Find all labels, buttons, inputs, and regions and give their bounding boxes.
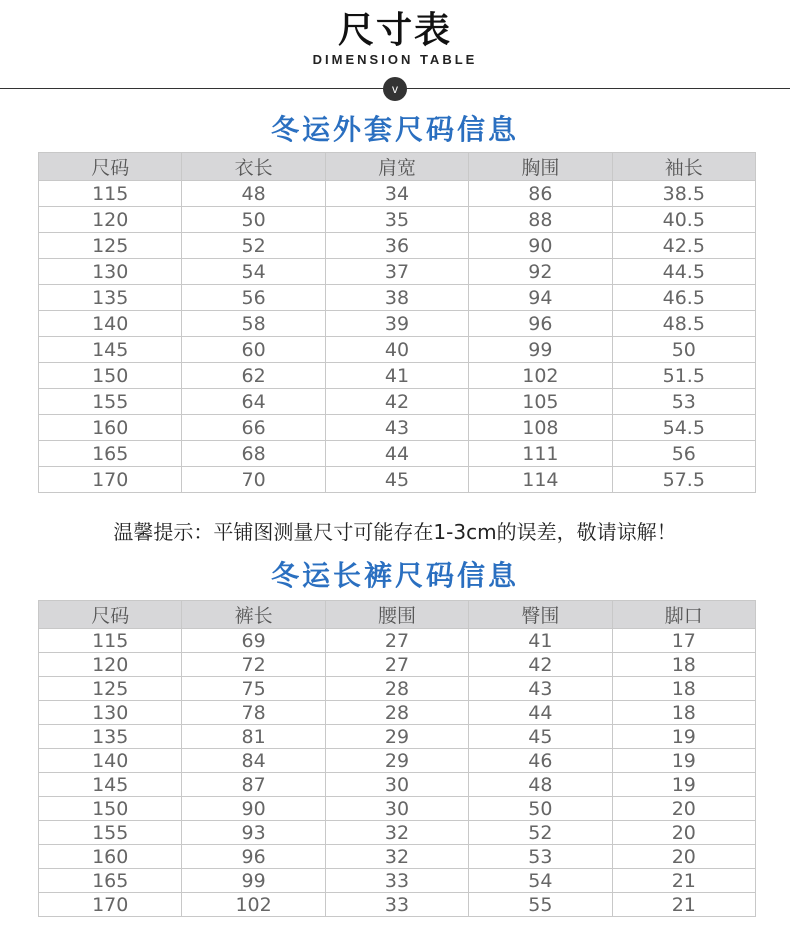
jacket-table-body [39,181,756,493]
table-cell: 21 [612,893,755,917]
table-row [39,311,756,337]
table-cell: 58 [182,311,325,337]
table-row [39,749,756,773]
table-cell: 120 [39,653,182,677]
table-row [39,181,756,207]
table-row [39,725,756,749]
v-badge-icon: v [383,77,407,101]
table-cell: 62 [182,363,325,389]
table-cell: 88 [469,207,612,233]
table-cell: 29 [325,749,468,773]
jacket-section-title: 冬运外套尺码信息 [270,113,519,146]
table-cell: 84 [182,749,325,773]
table-row [39,389,756,415]
table-cell: 130 [39,701,182,725]
table-cell: 45 [469,725,612,749]
table-cell: 33 [325,893,468,917]
table-cell: 94 [469,285,612,311]
table-cell: 43 [325,415,468,441]
table-cell: 32 [325,845,468,869]
measurement-note: 温馨提示：平铺图测量尺寸可能存在1-3cm的误差，敬请谅解！ [113,520,677,544]
table-cell: 90 [469,233,612,259]
column-header: 腰围 [325,601,468,629]
table-cell: 17 [612,629,755,653]
table-cell: 43 [469,677,612,701]
table-cell: 50 [182,207,325,233]
table-cell: 53 [612,389,755,415]
table-cell: 90 [182,797,325,821]
table-cell: 36 [325,233,468,259]
table-cell: 120 [39,207,182,233]
table-cell: 125 [39,233,182,259]
table-cell: 72 [182,653,325,677]
table-cell: 54 [469,869,612,893]
table-row [39,337,756,363]
table-cell: 87 [182,773,325,797]
table-cell: 86 [469,181,612,207]
table-cell: 140 [39,311,182,337]
table-cell: 105 [469,389,612,415]
table-cell: 39 [325,311,468,337]
pants-section-title: 冬运长裤尺码信息 [270,559,519,592]
table-cell: 64 [182,389,325,415]
table-cell: 75 [182,677,325,701]
table-cell: 145 [39,773,182,797]
table-cell: 50 [612,337,755,363]
table-cell: 114 [469,467,612,493]
table-cell: 51.5 [612,363,755,389]
column-header: 臀围 [469,601,612,629]
table-row [39,845,756,869]
table-cell: 46 [469,749,612,773]
table-row [39,467,756,493]
table-cell: 140 [39,749,182,773]
table-cell: 27 [325,629,468,653]
table-cell: 40.5 [612,207,755,233]
table-cell: 42 [469,653,612,677]
table-cell: 48 [469,773,612,797]
table-cell: 54.5 [612,415,755,441]
table-cell: 38.5 [612,181,755,207]
table-row [39,893,756,917]
table-cell: 160 [39,845,182,869]
table-cell: 44 [325,441,468,467]
table-row [39,821,756,845]
table-cell: 20 [612,845,755,869]
table-cell: 20 [612,797,755,821]
table-cell: 54 [182,259,325,285]
column-header: 裤长 [182,601,325,629]
table-cell: 81 [182,725,325,749]
table-cell: 170 [39,893,182,917]
table-cell: 52 [469,821,612,845]
table-cell: 68 [182,441,325,467]
table-cell: 155 [39,821,182,845]
table-row [39,797,756,821]
table-cell: 155 [39,389,182,415]
table-row [39,701,756,725]
table-cell: 35 [325,207,468,233]
table-cell: 18 [612,701,755,725]
table-cell: 53 [469,845,612,869]
table-cell: 66 [182,415,325,441]
table-row [39,363,756,389]
page-title: 尺寸表 [337,10,452,51]
table-cell: 21 [612,869,755,893]
table-cell: 19 [612,749,755,773]
table-cell: 78 [182,701,325,725]
table-row [39,677,756,701]
column-header: 尺码 [39,601,182,629]
table-row [39,869,756,893]
table-cell: 99 [182,869,325,893]
pants-table-body [39,629,756,917]
table-cell: 19 [612,773,755,797]
table-header-row [39,601,756,629]
table-cell: 19 [612,725,755,749]
table-cell: 37 [325,259,468,285]
table-cell: 56 [182,285,325,311]
table-cell: 115 [39,629,182,653]
column-header: 肩宽 [325,153,468,181]
table-cell: 60 [182,337,325,363]
table-cell: 150 [39,363,182,389]
table-cell: 55 [469,893,612,917]
table-cell: 48 [182,181,325,207]
table-cell: 18 [612,653,755,677]
table-cell: 111 [469,441,612,467]
column-header: 衣长 [182,153,325,181]
table-row [39,773,756,797]
table-cell: 20 [612,821,755,845]
table-cell: 28 [325,677,468,701]
column-header: 胸围 [469,153,612,181]
table-row [39,233,756,259]
table-cell: 46.5 [612,285,755,311]
table-cell: 145 [39,337,182,363]
table-cell: 44.5 [612,259,755,285]
table-cell: 160 [39,415,182,441]
table-row [39,285,756,311]
table-row [39,441,756,467]
table-cell: 40 [325,337,468,363]
table-cell: 57.5 [612,467,755,493]
table-cell: 48.5 [612,311,755,337]
table-cell: 96 [469,311,612,337]
table-cell: 96 [182,845,325,869]
table-cell: 45 [325,467,468,493]
column-header: 脚口 [612,601,755,629]
column-header: 袖长 [612,153,755,181]
table-cell: 52 [182,233,325,259]
table-cell: 99 [469,337,612,363]
table-cell: 41 [325,363,468,389]
table-cell: 108 [469,415,612,441]
table-cell: 102 [469,363,612,389]
table-cell: 102 [182,893,325,917]
jacket-size-table [38,152,756,493]
table-row [39,629,756,653]
table-cell: 34 [325,181,468,207]
column-header: 尺码 [39,153,182,181]
table-cell: 135 [39,285,182,311]
table-cell: 150 [39,797,182,821]
table-cell: 30 [325,773,468,797]
table-cell: 170 [39,467,182,493]
table-row [39,207,756,233]
table-cell: 42 [325,389,468,415]
table-cell: 38 [325,285,468,311]
table-cell: 44 [469,701,612,725]
table-cell: 93 [182,821,325,845]
table-cell: 50 [469,797,612,821]
table-row [39,415,756,441]
pants-size-table [38,600,756,917]
table-cell: 70 [182,467,325,493]
table-cell: 41 [469,629,612,653]
table-cell: 30 [325,797,468,821]
table-cell: 69 [182,629,325,653]
table-cell: 18 [612,677,755,701]
page-subtitle: DIMENSION TABLE [312,52,478,67]
table-cell: 165 [39,441,182,467]
table-cell: 56 [612,441,755,467]
table-cell: 115 [39,181,182,207]
table-cell: 33 [325,869,468,893]
table-cell: 29 [325,725,468,749]
table-row [39,653,756,677]
table-cell: 28 [325,701,468,725]
table-cell: 125 [39,677,182,701]
table-cell: 130 [39,259,182,285]
table-cell: 92 [469,259,612,285]
table-cell: 42.5 [612,233,755,259]
table-header-row [39,153,756,181]
table-cell: 165 [39,869,182,893]
table-cell: 32 [325,821,468,845]
table-cell: 27 [325,653,468,677]
table-row [39,259,756,285]
table-cell: 135 [39,725,182,749]
